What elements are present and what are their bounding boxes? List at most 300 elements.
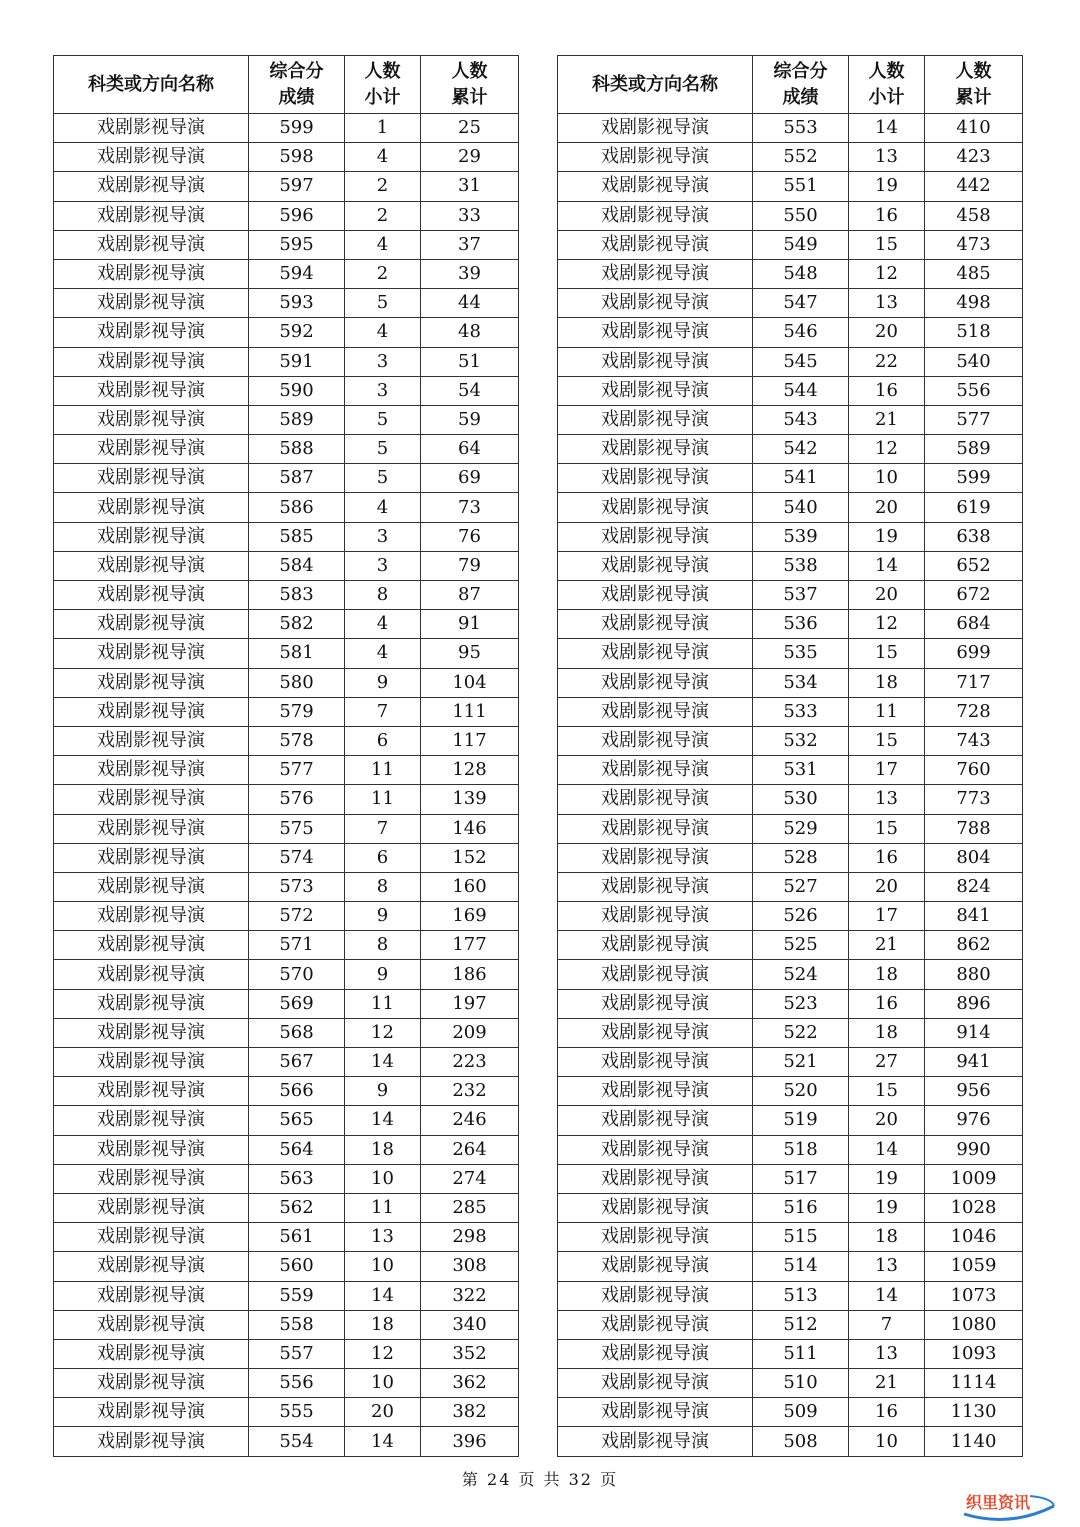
cell-count: 21 <box>849 1369 925 1398</box>
cell-cumulative: 1114 <box>925 1369 1023 1398</box>
cell-score: 565 <box>249 1106 345 1135</box>
cell-score: 572 <box>249 902 345 931</box>
table-row <box>54 639 519 668</box>
cell-name: 戏剧影视导演 <box>558 1339 753 1368</box>
cell-count: 3 <box>345 347 421 376</box>
cell-name: 戏剧影视导演 <box>558 1135 753 1164</box>
cell-score: 555 <box>249 1398 345 1427</box>
cell-name: 戏剧影视导演 <box>558 551 753 580</box>
table-row <box>54 1018 519 1047</box>
cell-score: 559 <box>249 1281 345 1310</box>
cell-name: 戏剧影视导演 <box>54 1048 249 1077</box>
cell-cumulative: 382 <box>421 1398 519 1427</box>
cell-score: 523 <box>753 989 849 1018</box>
cell-cumulative: 352 <box>421 1339 519 1368</box>
cell-count: 5 <box>345 405 421 434</box>
cell-cumulative: 152 <box>421 843 519 872</box>
table-row <box>54 872 519 901</box>
cell-score: 560 <box>249 1252 345 1281</box>
cell-cumulative: 111 <box>421 697 519 726</box>
cell-name: 戏剧影视导演 <box>558 405 753 434</box>
cell-score: 535 <box>753 639 849 668</box>
cell-count: 12 <box>345 1339 421 1368</box>
cell-cumulative: 684 <box>925 610 1023 639</box>
cell-score: 550 <box>753 201 849 230</box>
cell-count: 2 <box>345 259 421 288</box>
cell-score: 512 <box>753 1310 849 1339</box>
table-row <box>558 1252 1023 1281</box>
cell-score: 518 <box>753 1135 849 1164</box>
cell-name: 戏剧影视导演 <box>558 114 753 143</box>
cell-cumulative: 51 <box>421 347 519 376</box>
cell-count: 10 <box>345 1369 421 1398</box>
cell-score: 519 <box>753 1106 849 1135</box>
cell-name: 戏剧影视导演 <box>558 843 753 872</box>
cell-count: 18 <box>849 668 925 697</box>
cell-name: 戏剧影视导演 <box>558 1164 753 1193</box>
cell-name: 戏剧影视导演 <box>54 347 249 376</box>
cell-name: 戏剧影视导演 <box>558 1369 753 1398</box>
cell-name: 戏剧影视导演 <box>558 143 753 172</box>
cell-count: 9 <box>345 1077 421 1106</box>
cell-score: 532 <box>753 726 849 755</box>
table-row <box>558 726 1023 755</box>
cell-count: 18 <box>345 1135 421 1164</box>
cell-cumulative: 941 <box>925 1048 1023 1077</box>
header-cumulative: 人数 累计 <box>925 56 1023 114</box>
cell-score: 509 <box>753 1398 849 1427</box>
cell-cumulative: 139 <box>421 785 519 814</box>
table-row <box>54 697 519 726</box>
cell-score: 520 <box>753 1077 849 1106</box>
cell-name: 戏剧影视导演 <box>54 230 249 259</box>
cell-count: 14 <box>345 1281 421 1310</box>
cell-score: 568 <box>249 1018 345 1047</box>
cell-score: 597 <box>249 172 345 201</box>
cell-name: 戏剧影视导演 <box>54 931 249 960</box>
cell-name: 戏剧影视导演 <box>558 1106 753 1135</box>
cell-name: 戏剧影视导演 <box>558 639 753 668</box>
cell-count: 4 <box>345 230 421 259</box>
cell-score: 542 <box>753 435 849 464</box>
table-row <box>558 872 1023 901</box>
cell-score: 536 <box>753 610 849 639</box>
cell-name: 戏剧影视导演 <box>558 931 753 960</box>
cell-cumulative: 599 <box>925 464 1023 493</box>
cell-count: 4 <box>345 639 421 668</box>
cell-cumulative: 485 <box>925 259 1023 288</box>
header-cumulative: 人数 累计 <box>421 56 519 114</box>
cell-count: 5 <box>345 464 421 493</box>
cell-name: 戏剧影视导演 <box>54 697 249 726</box>
cell-count: 12 <box>849 259 925 288</box>
cell-count: 9 <box>345 960 421 989</box>
header-count: 人数 小计 <box>345 56 421 114</box>
cell-count: 14 <box>849 114 925 143</box>
table-row <box>558 376 1023 405</box>
cell-cumulative: 824 <box>925 872 1023 901</box>
cell-score: 583 <box>249 581 345 610</box>
table-row <box>558 785 1023 814</box>
table-row <box>558 1193 1023 1222</box>
table-row <box>54 1223 519 1252</box>
cell-count: 11 <box>849 697 925 726</box>
cell-name: 戏剧影视导演 <box>558 960 753 989</box>
cell-name: 戏剧影视导演 <box>54 1369 249 1398</box>
cell-name: 戏剧影视导演 <box>54 843 249 872</box>
table-row <box>558 347 1023 376</box>
cell-count: 19 <box>849 1164 925 1193</box>
table-row <box>54 581 519 610</box>
page-number: 第 24 页 共 32 页 <box>461 1470 619 1489</box>
cell-count: 14 <box>345 1106 421 1135</box>
cell-count: 4 <box>345 318 421 347</box>
cell-score: 549 <box>753 230 849 259</box>
cell-name: 戏剧影视导演 <box>558 610 753 639</box>
cell-score: 517 <box>753 1164 849 1193</box>
cell-score: 545 <box>753 347 849 376</box>
cell-count: 20 <box>849 872 925 901</box>
cell-name: 戏剧影视导演 <box>54 1252 249 1281</box>
cell-score: 574 <box>249 843 345 872</box>
cell-cumulative: 1046 <box>925 1223 1023 1252</box>
table-row <box>558 989 1023 1018</box>
cell-cumulative: 410 <box>925 114 1023 143</box>
table-row <box>54 1310 519 1339</box>
cell-count: 5 <box>345 289 421 318</box>
cell-score: 511 <box>753 1339 849 1368</box>
table-row <box>54 610 519 639</box>
cell-cumulative: 128 <box>421 756 519 785</box>
cell-name: 戏剧影视导演 <box>54 581 249 610</box>
table-row <box>558 1398 1023 1427</box>
cell-cumulative: 773 <box>925 785 1023 814</box>
cell-score: 585 <box>249 522 345 551</box>
table-row <box>54 1369 519 1398</box>
cell-cumulative: 896 <box>925 989 1023 1018</box>
cell-name: 戏剧影视导演 <box>54 143 249 172</box>
cell-count: 20 <box>849 493 925 522</box>
table-row <box>558 318 1023 347</box>
cell-count: 13 <box>345 1223 421 1252</box>
cell-name: 戏剧影视导演 <box>54 785 249 814</box>
cell-score: 592 <box>249 318 345 347</box>
cell-score: 567 <box>249 1048 345 1077</box>
cell-count: 12 <box>849 610 925 639</box>
table-row <box>558 756 1023 785</box>
table-row <box>558 493 1023 522</box>
table-row <box>54 435 519 464</box>
cell-cumulative: 540 <box>925 347 1023 376</box>
cell-cumulative: 914 <box>925 1018 1023 1047</box>
cell-score: 533 <box>753 697 849 726</box>
cell-cumulative: 498 <box>925 289 1023 318</box>
table-row <box>54 1077 519 1106</box>
cell-cumulative: 1073 <box>925 1281 1023 1310</box>
cell-cumulative: 804 <box>925 843 1023 872</box>
cell-name: 戏剧影视导演 <box>558 697 753 726</box>
table-row <box>558 1369 1023 1398</box>
cell-cumulative: 186 <box>421 960 519 989</box>
table-row <box>558 1135 1023 1164</box>
cell-count: 3 <box>345 551 421 580</box>
cell-cumulative: 37 <box>421 230 519 259</box>
table-row <box>558 551 1023 580</box>
table-row <box>54 405 519 434</box>
table-row <box>558 1164 1023 1193</box>
table-row <box>54 1398 519 1427</box>
cell-name: 戏剧影视导演 <box>54 318 249 347</box>
cell-count: 6 <box>345 726 421 755</box>
cell-cumulative: 699 <box>925 639 1023 668</box>
cell-cumulative: 223 <box>421 1048 519 1077</box>
cell-score: 547 <box>753 289 849 318</box>
cell-count: 9 <box>345 902 421 931</box>
cell-score: 539 <box>753 522 849 551</box>
watermark-logo <box>960 1488 1060 1524</box>
cell-cumulative: 322 <box>421 1281 519 1310</box>
cell-cumulative: 25 <box>421 114 519 143</box>
table-row <box>558 405 1023 434</box>
cell-count: 20 <box>345 1398 421 1427</box>
table-row <box>54 989 519 1018</box>
cell-cumulative: 146 <box>421 814 519 843</box>
cell-count: 10 <box>345 1252 421 1281</box>
table-header-row <box>54 56 519 114</box>
cell-name: 戏剧影视导演 <box>54 726 249 755</box>
header-score: 综合分 成绩 <box>249 56 345 114</box>
cell-count: 2 <box>345 172 421 201</box>
cell-name: 戏剧影视导演 <box>54 201 249 230</box>
cell-count: 15 <box>849 230 925 259</box>
table-row <box>54 376 519 405</box>
cell-name: 戏剧影视导演 <box>558 172 753 201</box>
cell-name: 戏剧影视导演 <box>54 1281 249 1310</box>
cell-cumulative: 91 <box>421 610 519 639</box>
table-row <box>54 1135 519 1164</box>
cell-name: 戏剧影视导演 <box>558 522 753 551</box>
cell-count: 6 <box>345 843 421 872</box>
cell-cumulative: 841 <box>925 902 1023 931</box>
score-table-right <box>557 55 1023 1457</box>
cell-cumulative: 31 <box>421 172 519 201</box>
cell-cumulative: 340 <box>421 1310 519 1339</box>
cell-name: 戏剧影视导演 <box>558 1048 753 1077</box>
cell-score: 522 <box>753 1018 849 1047</box>
cell-name: 戏剧影视导演 <box>54 551 249 580</box>
cell-count: 16 <box>849 376 925 405</box>
cell-count: 14 <box>849 1135 925 1164</box>
cell-score: 551 <box>753 172 849 201</box>
cell-name: 戏剧影视导演 <box>54 610 249 639</box>
table-row <box>54 1252 519 1281</box>
cell-score: 529 <box>753 814 849 843</box>
cell-name: 戏剧影视导演 <box>54 172 249 201</box>
cell-name: 戏剧影视导演 <box>54 1106 249 1135</box>
cell-count: 10 <box>849 464 925 493</box>
table-row <box>54 902 519 931</box>
cell-count: 4 <box>345 493 421 522</box>
cell-count: 4 <box>345 610 421 639</box>
cell-score: 528 <box>753 843 849 872</box>
cell-name: 戏剧影视导演 <box>558 1018 753 1047</box>
cell-count: 17 <box>849 756 925 785</box>
cell-cumulative: 177 <box>421 931 519 960</box>
cell-score: 578 <box>249 726 345 755</box>
cell-score: 540 <box>753 493 849 522</box>
cell-count: 8 <box>345 931 421 960</box>
cell-cumulative: 76 <box>421 522 519 551</box>
cell-cumulative: 728 <box>925 697 1023 726</box>
cell-count: 16 <box>849 201 925 230</box>
cell-count: 18 <box>849 960 925 989</box>
table-row <box>558 931 1023 960</box>
table-row <box>558 902 1023 931</box>
cell-name: 戏剧影视导演 <box>558 376 753 405</box>
cell-name: 戏剧影视导演 <box>54 1135 249 1164</box>
cell-name: 戏剧影视导演 <box>558 1281 753 1310</box>
cell-name: 戏剧影视导演 <box>54 493 249 522</box>
cell-cumulative: 788 <box>925 814 1023 843</box>
cell-name: 戏剧影视导演 <box>54 814 249 843</box>
table-row <box>558 1223 1023 1252</box>
cell-cumulative: 69 <box>421 464 519 493</box>
header-name: 科类或方向名称 <box>54 56 249 114</box>
cell-cumulative: 1093 <box>925 1339 1023 1368</box>
cell-name: 戏剧影视导演 <box>54 756 249 785</box>
table-row <box>558 172 1023 201</box>
cell-score: 570 <box>249 960 345 989</box>
cell-score: 580 <box>249 668 345 697</box>
cell-score: 562 <box>249 1193 345 1222</box>
cell-count: 21 <box>849 931 925 960</box>
cell-name: 戏剧影视导演 <box>558 230 753 259</box>
cell-name: 戏剧影视导演 <box>558 814 753 843</box>
cell-count: 27 <box>849 1048 925 1077</box>
table-row <box>54 172 519 201</box>
cell-cumulative: 976 <box>925 1106 1023 1135</box>
cell-name: 戏剧影视导演 <box>54 1018 249 1047</box>
cell-count: 14 <box>849 1281 925 1310</box>
table-row <box>54 1339 519 1368</box>
table-row <box>54 114 519 143</box>
cell-cumulative: 104 <box>421 668 519 697</box>
cell-name: 戏剧影视导演 <box>558 259 753 288</box>
cell-cumulative: 956 <box>925 1077 1023 1106</box>
cell-count: 2 <box>345 201 421 230</box>
cell-cumulative: 44 <box>421 289 519 318</box>
cell-count: 20 <box>849 581 925 610</box>
cell-name: 戏剧影视导演 <box>558 347 753 376</box>
cell-name: 戏剧影视导演 <box>558 872 753 901</box>
cell-cumulative: 33 <box>421 201 519 230</box>
cell-cumulative: 197 <box>421 989 519 1018</box>
cell-cumulative: 1028 <box>925 1193 1023 1222</box>
cell-score: 563 <box>249 1164 345 1193</box>
cell-count: 21 <box>849 405 925 434</box>
cell-count: 13 <box>849 289 925 318</box>
cell-count: 18 <box>849 1018 925 1047</box>
table-row <box>558 289 1023 318</box>
cell-cumulative: 1140 <box>925 1427 1023 1456</box>
cell-score: 524 <box>753 960 849 989</box>
table-row <box>54 1164 519 1193</box>
table-row <box>558 230 1023 259</box>
cell-cumulative: 442 <box>925 172 1023 201</box>
cell-name: 戏剧影视导演 <box>558 435 753 464</box>
cell-score: 556 <box>249 1369 345 1398</box>
cell-count: 3 <box>345 376 421 405</box>
cell-score: 571 <box>249 931 345 960</box>
table-row <box>54 931 519 960</box>
header-name: 科类或方向名称 <box>558 56 753 114</box>
cell-score: 566 <box>249 1077 345 1106</box>
cell-cumulative: 232 <box>421 1077 519 1106</box>
cell-score: 543 <box>753 405 849 434</box>
cell-cumulative: 556 <box>925 376 1023 405</box>
cell-name: 戏剧影视导演 <box>558 756 753 785</box>
cell-cumulative: 59 <box>421 405 519 434</box>
cell-count: 19 <box>849 1193 925 1222</box>
cell-count: 22 <box>849 347 925 376</box>
table-row <box>558 1339 1023 1368</box>
table-header-row <box>558 56 1023 114</box>
cell-score: 577 <box>249 756 345 785</box>
table-row <box>54 259 519 288</box>
cell-count: 15 <box>849 726 925 755</box>
cell-cumulative: 652 <box>925 551 1023 580</box>
cell-cumulative: 396 <box>421 1427 519 1456</box>
table-row <box>54 493 519 522</box>
cell-name: 戏剧影视导演 <box>54 1077 249 1106</box>
cell-score: 508 <box>753 1427 849 1456</box>
cell-cumulative: 672 <box>925 581 1023 610</box>
cell-cumulative: 160 <box>421 872 519 901</box>
cell-name: 戏剧影视导演 <box>54 1310 249 1339</box>
cell-name: 戏剧影视导演 <box>558 581 753 610</box>
cell-cumulative: 1009 <box>925 1164 1023 1193</box>
cell-cumulative: 48 <box>421 318 519 347</box>
cell-count: 12 <box>849 435 925 464</box>
cell-name: 戏剧影视导演 <box>558 785 753 814</box>
cell-cumulative: 54 <box>421 376 519 405</box>
cell-cumulative: 73 <box>421 493 519 522</box>
table-row <box>54 843 519 872</box>
cell-count: 7 <box>345 697 421 726</box>
table-row <box>558 464 1023 493</box>
cell-count: 7 <box>849 1310 925 1339</box>
cell-cumulative: 117 <box>421 726 519 755</box>
cell-name: 戏剧影视导演 <box>54 872 249 901</box>
cell-score: 569 <box>249 989 345 1018</box>
cell-cumulative: 990 <box>925 1135 1023 1164</box>
cell-name: 戏剧影视导演 <box>54 1164 249 1193</box>
table-row <box>558 668 1023 697</box>
table-row <box>54 1106 519 1135</box>
table-row <box>558 435 1023 464</box>
cell-score: 590 <box>249 376 345 405</box>
cell-cumulative: 308 <box>421 1252 519 1281</box>
table-row <box>54 726 519 755</box>
cell-score: 541 <box>753 464 849 493</box>
cell-cumulative: 362 <box>421 1369 519 1398</box>
cell-name: 戏剧影视导演 <box>558 493 753 522</box>
cell-count: 4 <box>345 143 421 172</box>
table-row <box>558 1310 1023 1339</box>
table-row <box>54 1427 519 1456</box>
cell-score: 530 <box>753 785 849 814</box>
cell-count: 14 <box>345 1048 421 1077</box>
